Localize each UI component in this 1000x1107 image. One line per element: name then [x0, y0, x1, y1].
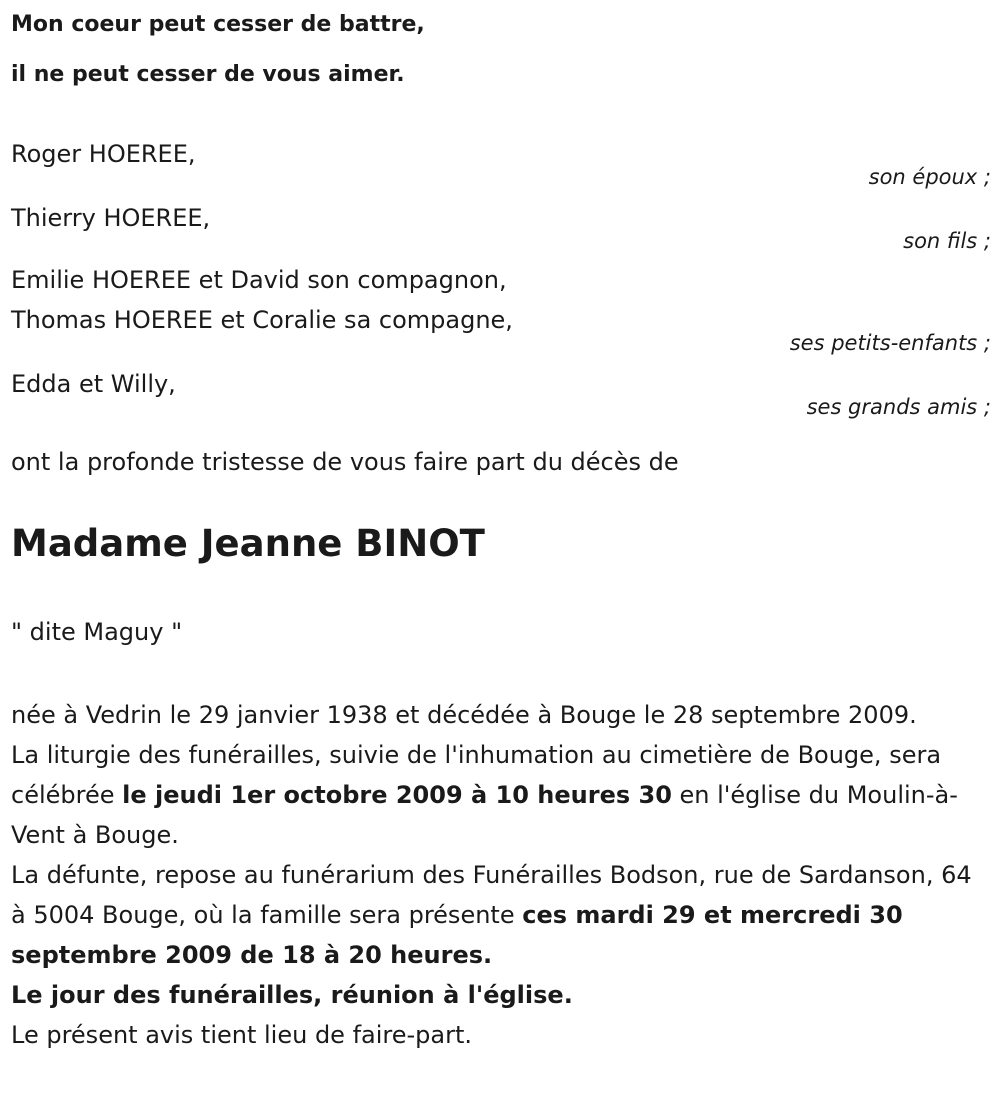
role-fils: son fils ; — [903, 229, 991, 253]
family-thomas: Thomas HOEREE et Coralie sa compagne, — [11, 306, 513, 334]
deceased-nickname: " dite Maguy " — [11, 618, 183, 646]
deceased-name: Madame Jeanne BINOT — [11, 522, 485, 565]
family-edda: Edda et Willy, — [11, 370, 176, 398]
birth-death-text: née à Vedrin le 29 janvier 1938 et décédée à Bouge le 28 septembre 2009. — [11, 701, 917, 729]
role-petits-enfants: ses petits-enfants ; — [789, 331, 991, 355]
notice-text: Le présent avis tient lieu de faire-part. — [11, 1021, 473, 1049]
liturgy-text: La liturgie des funérailles, suivie de l'inhumation au cimetière de Bouge, sera célébrée le jeudi 1er octobre 2009 à 10 heures 30 en l'église du Moulin-à-Vent à Bouge. — [11, 741, 958, 849]
role-epoux: son époux ; — [868, 165, 991, 189]
visiting-hours: ces mardi 29 et mercredi 30 septembre 2009 de 18 à 20 heures. — [11, 901, 903, 969]
family-emilie: Emilie HOEREE et David son compagnon, — [11, 266, 507, 294]
announcement: ont la profonde tristesse de vous faire part du décès de — [11, 448, 679, 476]
rest-text: La défunte, repose au funérarium des Funérailles Bodson, rue de Sardanson, 64 à 5004 Bouge, où la famille sera présente ces mardi 29 et mercredi 30 septembre 2009 de 18 à 20 heures. — [11, 861, 972, 969]
details-paragraph — [11, 695, 991, 1055]
church-meeting: Le jour des funérailles, réunion à l'église. — [11, 981, 573, 1009]
epigraph-line-1: Mon coeur peut cesser de battre, — [11, 12, 425, 37]
family-thierry: Thierry HOEREE, — [11, 204, 211, 232]
liturgy-date: le jeudi 1er octobre 2009 à 10 heures 30 — [122, 781, 672, 809]
family-roger: Roger HOEREE, — [11, 140, 196, 168]
role-amis: ses grands amis ; — [806, 395, 991, 419]
epigraph-line-2: il ne peut cesser de vous aimer. — [11, 62, 405, 87]
